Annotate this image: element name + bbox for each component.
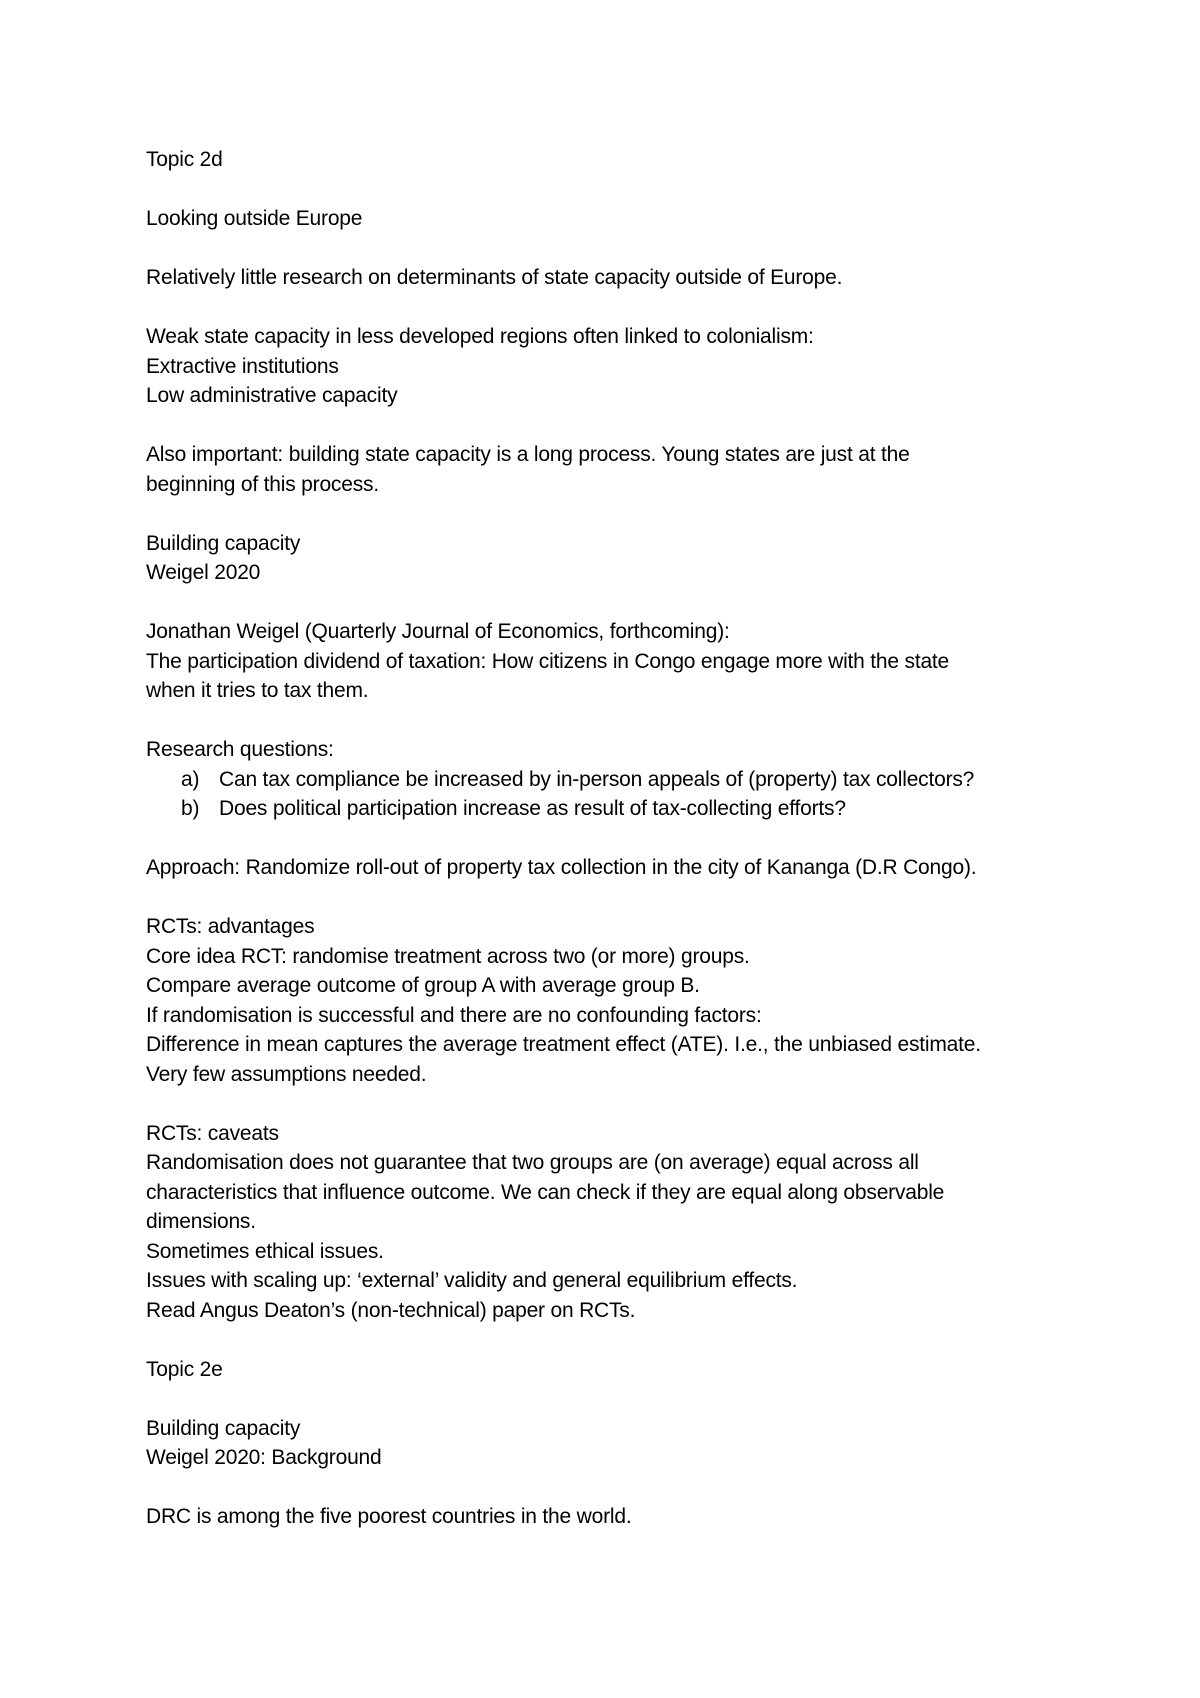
text-line: DRC is among the five poorest countries in the world. xyxy=(146,1505,632,1528)
list-item-text: Does political participation increase as result of tax-collecting efforts? xyxy=(219,797,846,820)
text-line: Issues with scaling up: ‘external’ validity and general equilibrium effects. xyxy=(146,1269,798,1292)
text-line: dimensions. xyxy=(146,1210,256,1233)
text-line: RCTs: advantages xyxy=(146,915,315,938)
text-line: Jonathan Weigel (Quarterly Journal of Economics, forthcoming): xyxy=(146,620,730,643)
paragraph xyxy=(146,322,1066,411)
text-line: Topic 2e xyxy=(146,1357,223,1381)
list-marker: a) xyxy=(181,767,200,791)
paragraph-topic-heading xyxy=(146,145,1066,175)
text-line: Difference in mean captures the average treatment effect (ATE). I.e., the unbiased estimate. xyxy=(146,1033,981,1056)
text-line: Weigel 2020 xyxy=(146,561,261,584)
text-line: Very few assumptions needed. xyxy=(146,1062,427,1086)
text-line: Weak state capacity in less developed regions often linked to colonialism: xyxy=(146,325,814,348)
text-line: If randomisation is successful and there are no confounding factors: xyxy=(146,1003,762,1027)
paragraph-section-heading xyxy=(146,1414,1066,1473)
text-line: RCTs: caveats xyxy=(146,1121,279,1145)
text-line: Research questions: xyxy=(146,738,334,761)
paragraph-topic-heading xyxy=(146,1355,1066,1385)
text-line: Randomisation does not guarantee that two groups are (on average) equal across all xyxy=(146,1151,919,1174)
text-line: when it tries to tax them. xyxy=(146,679,369,702)
text-line: Building capacity xyxy=(146,531,301,555)
paragraph xyxy=(146,440,1066,499)
text-line: Building capacity xyxy=(146,1416,301,1440)
list-marker: b) xyxy=(181,797,200,820)
text-line: Extractive institutions xyxy=(146,354,339,378)
text-line: Read Angus Deaton’s (non-technical) paper on RCTs. xyxy=(146,1298,636,1322)
paragraph-rct-advantages xyxy=(146,912,1066,1089)
text-line: characteristics that influence outcome. We can check if they are equal along observable xyxy=(146,1180,945,1204)
text-line: beginning of this process. xyxy=(146,472,379,496)
paragraph-section-heading xyxy=(146,204,1066,234)
paragraph xyxy=(146,617,1066,706)
paragraph-rct-caveats xyxy=(146,1119,1066,1326)
text-line: Weigel 2020: Background xyxy=(146,1446,382,1469)
text-line: Low administrative capacity xyxy=(146,384,398,407)
text-line: Compare average outcome of group A with average group B. xyxy=(146,974,700,997)
question-list xyxy=(146,765,1066,824)
list-item xyxy=(146,794,1066,824)
text-line: Relatively little research on determinants of state capacity outside of Europe. xyxy=(146,266,843,289)
paragraph-section-heading xyxy=(146,529,1066,588)
document-body xyxy=(146,145,1066,1561)
text-line: Core idea RCT: randomise treatment across two (or more) groups. xyxy=(146,944,750,968)
text-line: Sometimes ethical issues. xyxy=(146,1239,384,1263)
list-item xyxy=(146,765,1066,795)
paragraph xyxy=(146,853,1066,883)
text-line: Looking outside Europe xyxy=(146,207,363,230)
text-line: The participation dividend of taxation: How citizens in Congo engage more with the state xyxy=(146,649,950,673)
text-line: Topic 2d xyxy=(146,148,223,171)
text-line: Also important: building state capacity is a long process. Young states are just at the xyxy=(146,443,910,466)
paragraph xyxy=(146,263,1066,293)
paragraph xyxy=(146,1502,1066,1532)
list-item-text: Can tax compliance be increased by in-person appeals of (property) tax collectors? xyxy=(219,767,975,791)
text-line: Approach: Randomize roll-out of property tax collection in the city of Kananga (D.R Congo). xyxy=(146,856,977,879)
paragraph-research-questions xyxy=(146,735,1066,824)
